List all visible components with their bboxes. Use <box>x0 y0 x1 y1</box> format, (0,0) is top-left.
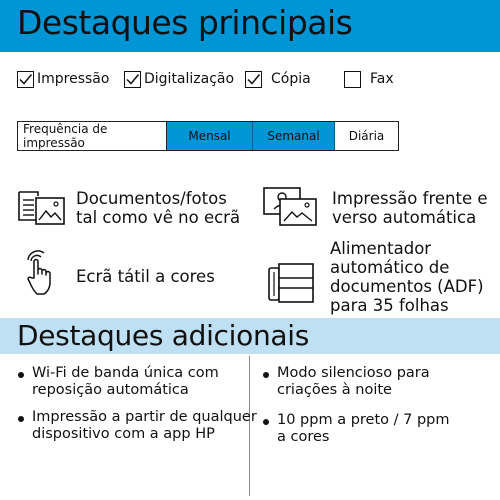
feature-photo-document-text: Documentos/fotos tal como vê no ecrã <box>76 189 241 227</box>
bullet-dot <box>18 416 24 422</box>
touch-hand-icon <box>20 248 60 302</box>
bullet-dot <box>263 372 269 378</box>
function-copy <box>245 69 311 89</box>
frequency-daily: Diária <box>348 129 385 143</box>
bullet-dot <box>263 419 269 425</box>
print-frequency-control <box>17 121 399 151</box>
feature-touch-text: Ecrã tátil a cores <box>76 267 215 286</box>
function-print <box>17 69 109 89</box>
bullet-quiet-mode: Modo silencioso para criações à noite <box>277 365 430 398</box>
function-fax-label: Fax <box>370 71 394 87</box>
function-copy-label: Cópia <box>271 71 311 87</box>
main-highlights-header <box>0 0 500 52</box>
photo-document-icon <box>16 186 66 232</box>
bullet-speed: 10 ppm a preto / 7 ppm a cores <box>277 412 450 445</box>
main-highlights-title: Destaques principais <box>17 3 353 42</box>
feature-adf-text: Alimentador automático de documentos (ADF) para 35 folhas <box>330 239 484 315</box>
bullet-dot <box>18 372 24 378</box>
function-scan <box>124 69 234 89</box>
adf-feeder-icon <box>266 256 316 308</box>
function-fax <box>344 69 394 89</box>
feature-duplex-text: Impressão frente e verso automática <box>332 189 488 227</box>
frequency-monthly: Mensal <box>167 122 253 150</box>
additional-highlights-header <box>0 318 500 354</box>
frequency-weekly: Semanal <box>253 122 335 150</box>
print-frequency-label: Frequência de impressão <box>18 122 167 150</box>
fax-checkbox <box>344 71 361 88</box>
print-checkbox <box>17 71 34 88</box>
bullet-wifi: Wi-Fi de banda única com reposição automática <box>32 365 219 398</box>
additional-highlights-title: Destaques adicionais <box>17 319 310 352</box>
function-print-label: Impressão <box>37 71 110 87</box>
duplex-print-icon <box>262 185 318 231</box>
function-scan-label: Digitalização <box>144 71 235 87</box>
scan-checkbox <box>124 71 141 88</box>
copy-checkbox <box>245 71 262 88</box>
bullet-hp-app: Impressão a partir de qualquer dispositivo com a app HP <box>32 409 257 442</box>
